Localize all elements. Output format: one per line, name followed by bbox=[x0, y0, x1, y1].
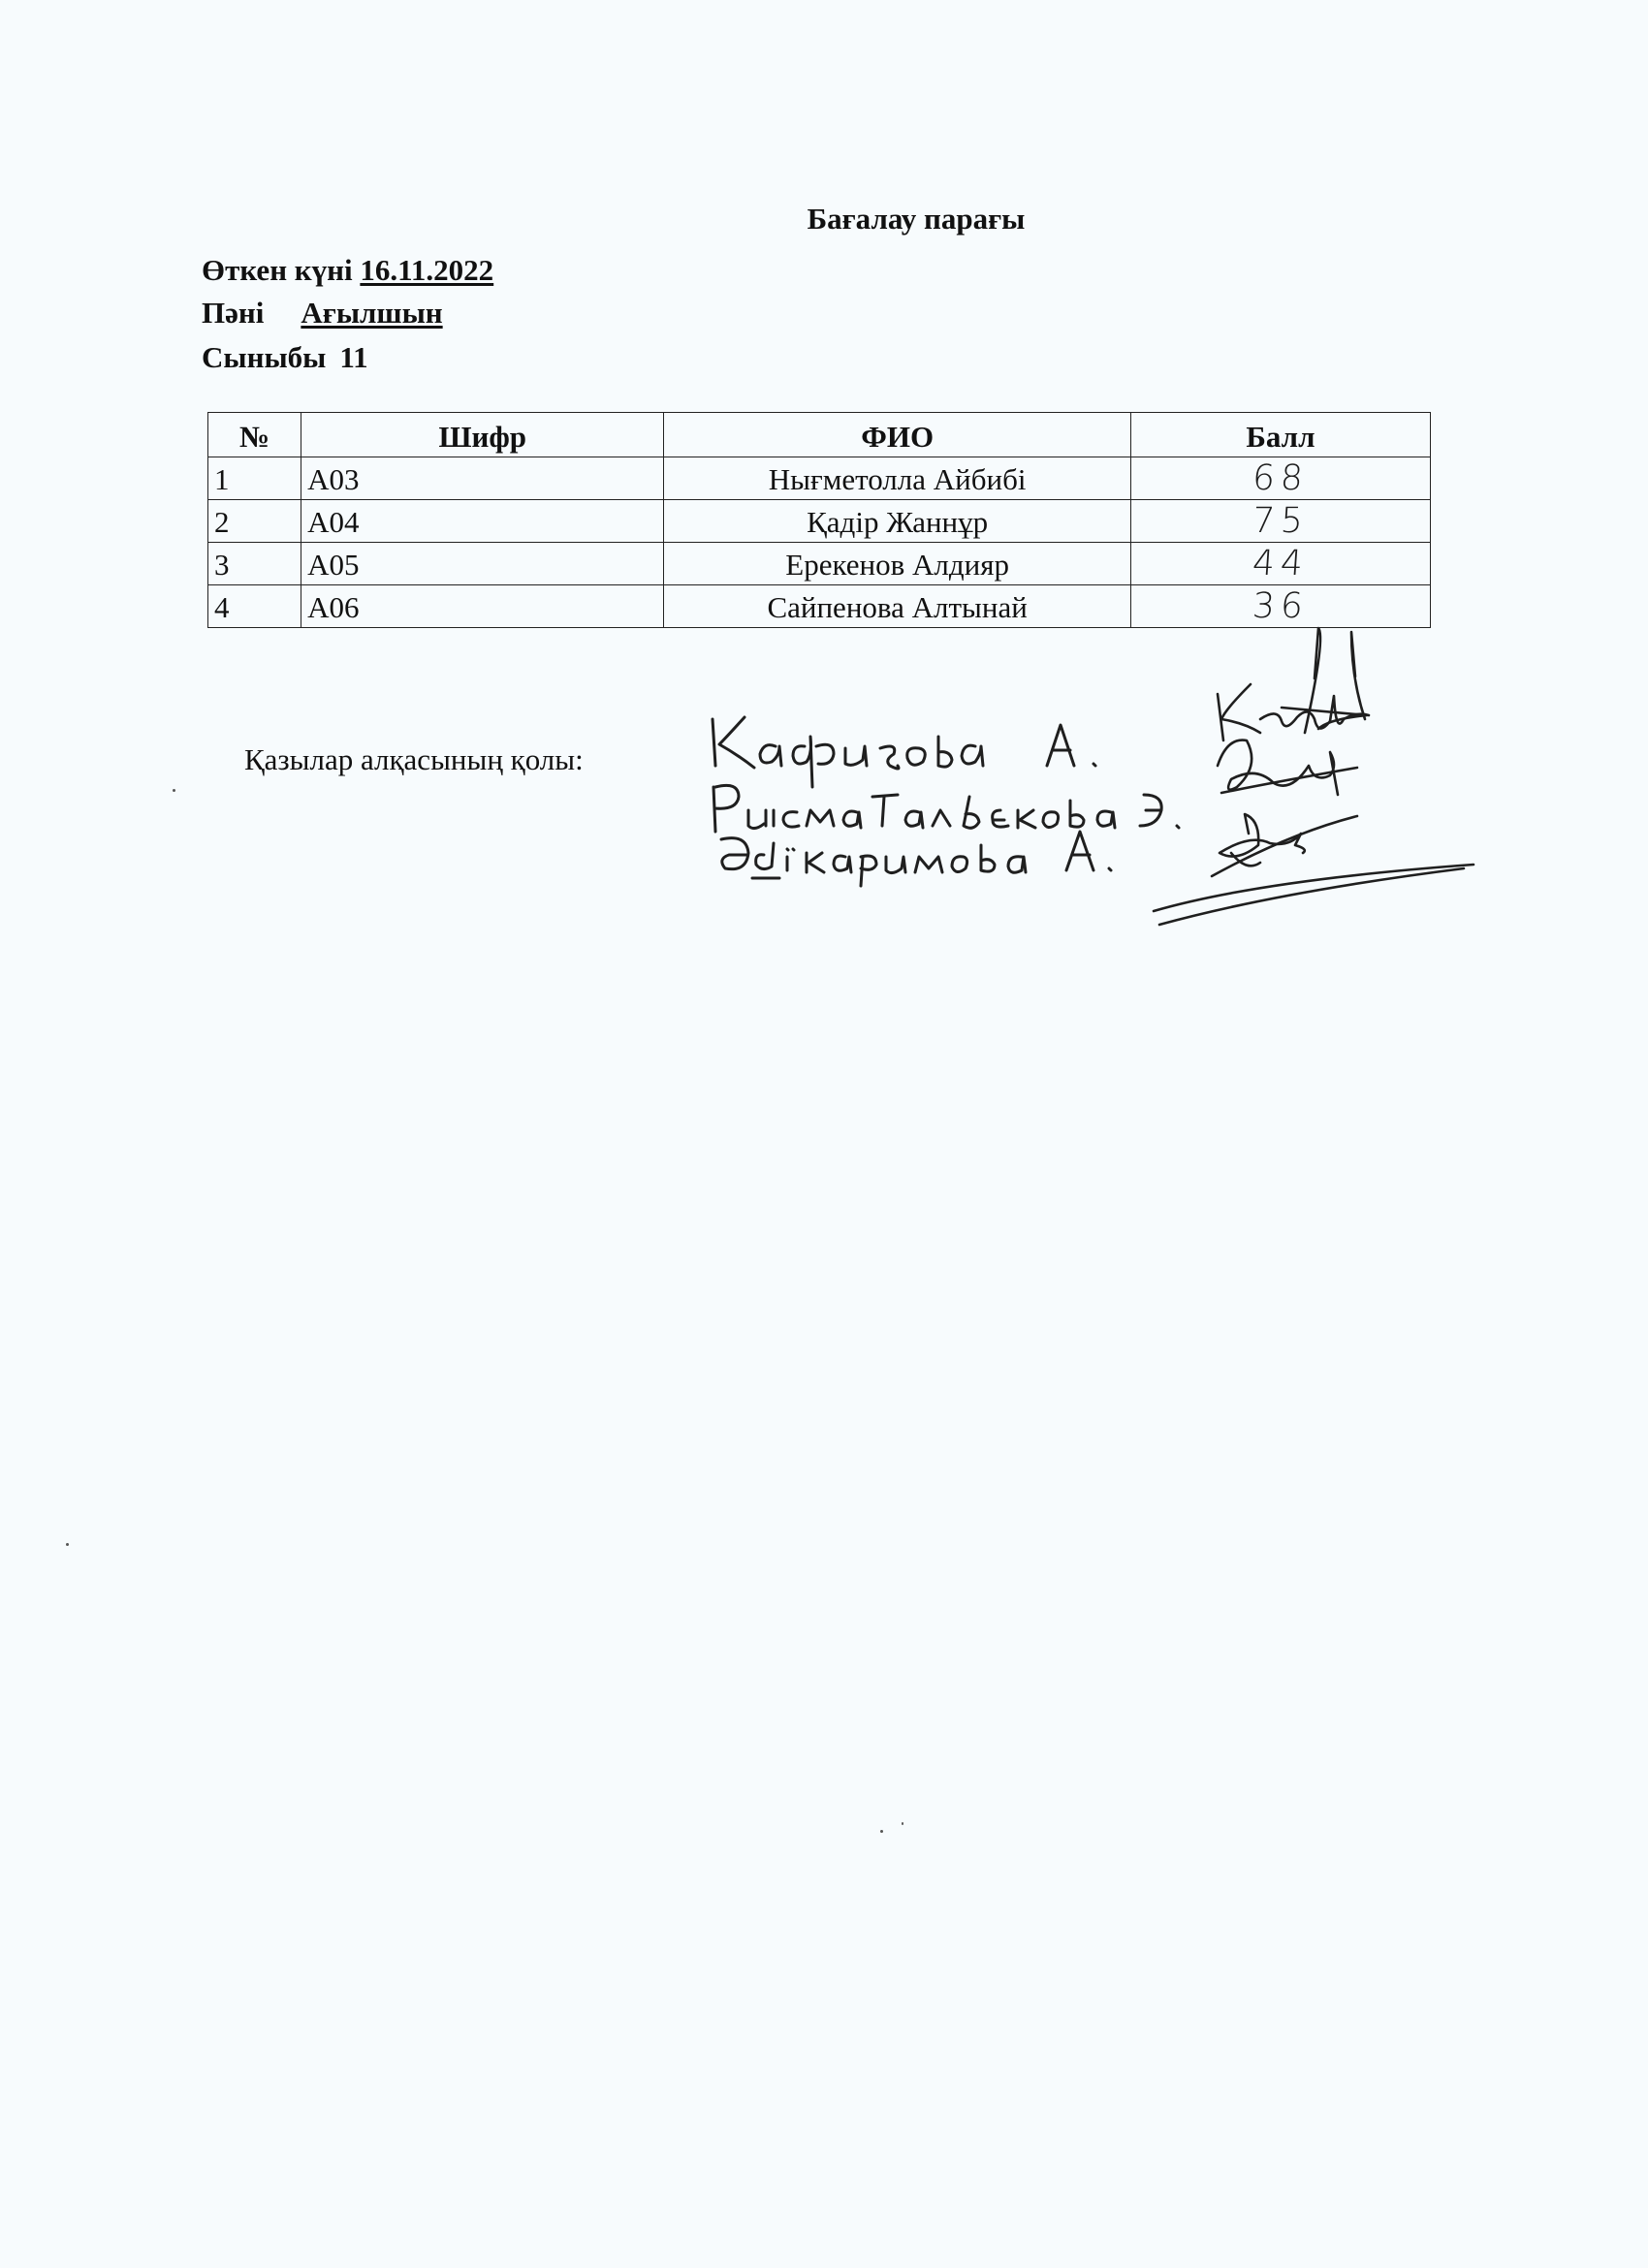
jury-signature-label: Қазылар алқасының қолы: bbox=[244, 742, 584, 776]
row-name: Сайпенова Алтынай bbox=[664, 585, 1131, 628]
row-score: 36 bbox=[1251, 586, 1311, 626]
jury-name-3-handwriting bbox=[721, 832, 1111, 886]
row-score-cell bbox=[1130, 585, 1430, 628]
date-line bbox=[202, 252, 493, 289]
subject-value: Ағылшын bbox=[301, 296, 443, 330]
row-name: Қадір Жаннұр bbox=[664, 500, 1131, 543]
header-name: ФИО bbox=[664, 413, 1131, 457]
row-code: А03 bbox=[301, 457, 664, 500]
paper-speck bbox=[880, 1830, 883, 1833]
subject-line bbox=[202, 295, 443, 331]
row-code: А05 bbox=[301, 543, 664, 585]
header-code: Шифр bbox=[301, 413, 664, 457]
row-num: 4 bbox=[208, 585, 301, 628]
document-title: Бағалау парағы bbox=[807, 202, 1026, 236]
row-score: 68 bbox=[1251, 458, 1311, 498]
table-row bbox=[208, 543, 1431, 585]
table-row bbox=[208, 585, 1431, 628]
row-name: Нығметолла Айбибі bbox=[664, 457, 1131, 500]
table-row bbox=[208, 457, 1431, 500]
row-code: А06 bbox=[301, 585, 664, 628]
date-value: 16.11.2022 bbox=[360, 253, 494, 287]
row-num: 1 bbox=[208, 457, 301, 500]
class-line bbox=[202, 339, 368, 376]
paper-speck bbox=[902, 1822, 903, 1825]
subject-label: Пәні bbox=[202, 296, 265, 330]
row-num: 2 bbox=[208, 500, 301, 543]
row-num: 3 bbox=[208, 543, 301, 585]
table-row bbox=[208, 500, 1431, 543]
header-num: № bbox=[208, 413, 301, 457]
header-score: Балл bbox=[1130, 413, 1430, 457]
score-table bbox=[207, 412, 1431, 628]
class-label: Сыныбы bbox=[202, 340, 327, 374]
date-label: Өткен күні bbox=[202, 253, 353, 287]
row-score-cell bbox=[1130, 457, 1430, 500]
paper-speck bbox=[173, 789, 175, 792]
table-header-row bbox=[208, 413, 1431, 457]
jury-name-1-handwriting bbox=[713, 717, 1095, 787]
row-score-cell bbox=[1130, 543, 1430, 585]
jury-signature-marks bbox=[1154, 628, 1474, 925]
row-score-cell bbox=[1130, 500, 1430, 543]
row-score: 75 bbox=[1251, 501, 1311, 541]
row-code: А04 bbox=[301, 500, 664, 543]
jury-name-2-handwriting bbox=[713, 785, 1179, 832]
paper-speck bbox=[66, 1543, 69, 1546]
class-value: 11 bbox=[339, 340, 368, 374]
row-score: 44 bbox=[1251, 544, 1311, 583]
row-name: Ерекенов Алдияр bbox=[664, 543, 1131, 585]
